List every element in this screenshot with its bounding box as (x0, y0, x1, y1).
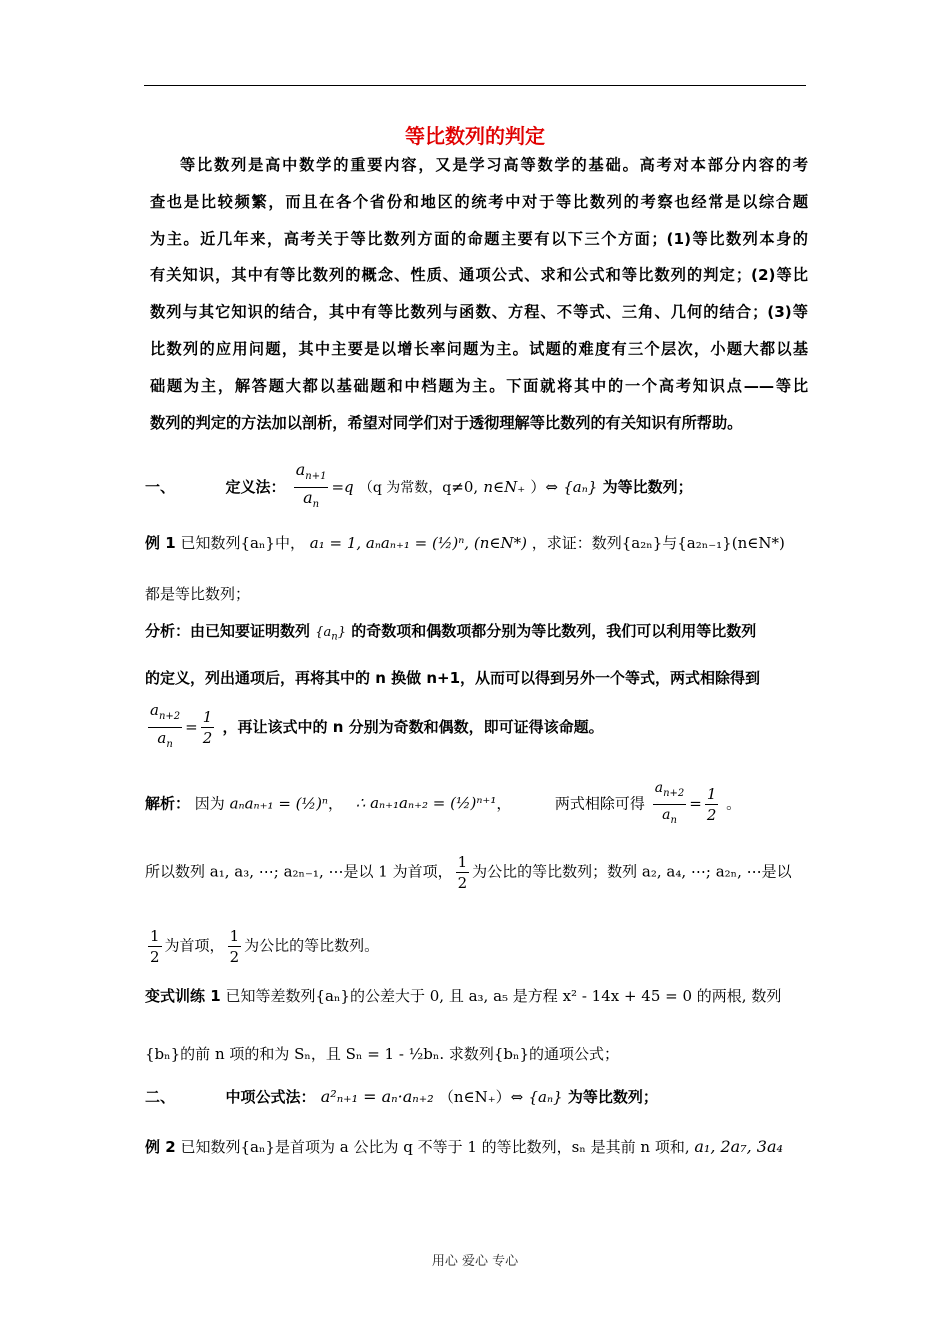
intro-line: 础题为主，解答题大都以基础题和中档题为主。下面就将其中的一个高考知识点——等比 (150, 376, 808, 395)
solution-line3b: 为公比的等比数列。 (244, 936, 380, 955)
analysis-line1a: 由已知要证明数列 (190, 622, 311, 640)
intro-line: 查也是比较频繁，而且在各个省份和地区的统考中对于等比数列的考察也经常是以综合题 (150, 192, 808, 211)
variant1-label: 变式训练 1 (145, 987, 221, 1005)
page-title: 等比数列的判定 (405, 124, 545, 148)
solution-line3a: 为首项， (164, 936, 225, 955)
solution-ratio-half: $\frac{1}{2}$ (457, 853, 468, 892)
example2-text: 已知数列{aₙ}是首项为 a 公比为 q 不等于 1 的等比数列，sₙ 是其前 n 项和, (180, 1138, 690, 1156)
variant1-line1 (145, 985, 781, 1006)
solution-line1: 解析： 因为 aₙaₙ₊₁ = (½)ⁿ， ∴ aₙ₊₁aₙ₊₂ = (½)ⁿ⁺¹， 两式相除可得 $\frac{a_{n+2}}{a_n}$ = $\frac{1}{2}$ 。 (145, 778, 741, 831)
example1-label: 例 1 (145, 534, 176, 552)
section1-neq: ≠0, (451, 478, 479, 497)
section2-tail: 为等比数列； (567, 1088, 658, 1106)
solution-half: $\frac{1}{2}$ (706, 784, 717, 824)
section1-condition: （q 为常数，q (358, 480, 452, 497)
intro-line: 等比数列是高中数学的重要内容，又是学习高等数学的基础。高考对本部分内容的考 (180, 156, 808, 174)
section1-close: ）⇔ (530, 478, 558, 497)
analysis-line2: 的定义，列出通项后，再将其中的 n 换做 n+1，从而可以得到另外一个等式，两式相除得到 (145, 669, 761, 687)
solution-end: 。 (726, 794, 742, 813)
section2-cond: （n∈N₊）⇔ (438, 1088, 524, 1106)
analysis-line3-text: ，再让该式中的 n 分别为奇数和偶数，即可证得该命题。 (222, 718, 604, 736)
section2-line (145, 1086, 658, 1107)
intro-line: 数列与其它知识的结合，其中有等比数列与函数、方程、不等式、三角、几何的结合；(3)等 (150, 303, 808, 322)
section1-n-in: n∈N₊ (483, 478, 526, 497)
solution-line2a: 所以数列 a₁, a₃, ⋯; a₂ₙ₋₁, ⋯是以 1 为首项， (145, 862, 453, 881)
analysis-line1 (145, 620, 756, 643)
analysis-fraction: $\frac{a_{n+2}}{a_n}$ (150, 701, 181, 750)
solution-line3 (145, 926, 379, 967)
section2-eq: a²ₙ₊₁ = aₙ·aₙ₊₂ (320, 1087, 434, 1106)
solution-because: 因为 (194, 794, 225, 813)
solution-fraction: $\frac{a_{n+2}}{a_n}$ (654, 780, 685, 826)
analysis-line3: $\frac{a_{n+2}}{a_n}$ = $\frac{1}{2}$ ，再让该式中的 n 分别为奇数和偶数，即可证得该命题。 (145, 700, 604, 755)
section1-line (145, 460, 693, 515)
example1-text-b: ，求证：数列{a₂ₙ}与{a₂ₙ₋₁}(n∈N*) (531, 534, 785, 552)
intro-line: 比数列的应用问题，其中主要是以增长率问题为主。试题的难度有三个层次，小题大都以基 (150, 339, 808, 358)
solution-eq1: aₙaₙ₊₁ = (½)ⁿ (229, 794, 328, 813)
solution-therefore: ∴ aₙ₊₁aₙ₊₂ = (½)ⁿ⁺¹ (355, 794, 497, 813)
solution-first-half: $\frac{1}{2}$ (150, 927, 160, 966)
solution-line2 (145, 852, 792, 893)
variant1-line1-text: 已知等差数列{aₙ}的公差大于 0, 且 a₃, a₅ 是方程 x² - 14x + 45 = 0 的两根, 数列 (225, 987, 782, 1005)
analysis-line1b: 的奇数项和偶数项都分别为等比数列，我们可以利用等比数列 (351, 622, 757, 640)
analysis-seq: $\{a_n\}$ (315, 625, 347, 643)
section2-seq: {aₙ} (528, 1088, 563, 1106)
section2-label: 中项公式法： (225, 1088, 316, 1106)
example1-text-a: 已知数列{aₙ}中， (180, 534, 305, 552)
ratio-fraction: $\frac{a_{n+1}}{a_n}$ (295, 460, 327, 511)
header-rule (144, 85, 806, 86)
analysis-half: $\frac{1}{2}$ (202, 708, 213, 747)
section1-label: 定义法： (225, 478, 286, 497)
example2-label: 例 2 (145, 1138, 176, 1156)
section2-number: 二、 (145, 1088, 176, 1106)
section1-tail: 为等比数列； (602, 478, 693, 497)
example1-line2: 都是等比数列； (145, 585, 251, 603)
example2-tail: a₁, 2a₇, 3a₄ (694, 1137, 783, 1156)
analysis-label: 分析： (145, 622, 191, 640)
solution-label: 解析： (145, 794, 191, 813)
example2-line (145, 1136, 783, 1157)
solution-second-half: $\frac{1}{2}$ (229, 927, 240, 966)
ratio-equals-q: =q (331, 478, 354, 497)
variant1-line2: {bₙ}的前 n 项的和为 Sₙ，且 Sₙ = 1 - ½bₙ. 求数列{bₙ}的通项公式； (145, 1045, 620, 1063)
page-footer: 用心 爱心 专心 (431, 1254, 519, 1269)
intro-line: 为主。近几年来，高考关于等比数列方面的命题主要有以下三个方面；(1)等比数列本身的 (150, 229, 808, 248)
section1-number: 一、 (145, 478, 176, 497)
intro-paragraph (150, 147, 808, 441)
solution-line2b: 为公比的等比数列；数列 a₂, a₄, ⋯; a₂ₙ, ⋯是以 (472, 862, 792, 881)
example1-line1 (145, 532, 785, 553)
solution-divide: 两式相除可得 (554, 794, 645, 813)
section1-seq: {aₙ} (563, 478, 598, 497)
intro-line: 有关知识，其中有等比数列的概念、性质、通项公式、求和公式和等比数列的判定；(2)等比 (150, 266, 808, 285)
example1-eq: a₁ = 1, aₙaₙ₊₁ = (½)ⁿ, (n∈N*) (309, 534, 527, 552)
intro-line: 数列的判定的方法加以剖析，希望对同学们对于透彻理解等比数列的有关知识有所帮助。 (150, 413, 743, 432)
